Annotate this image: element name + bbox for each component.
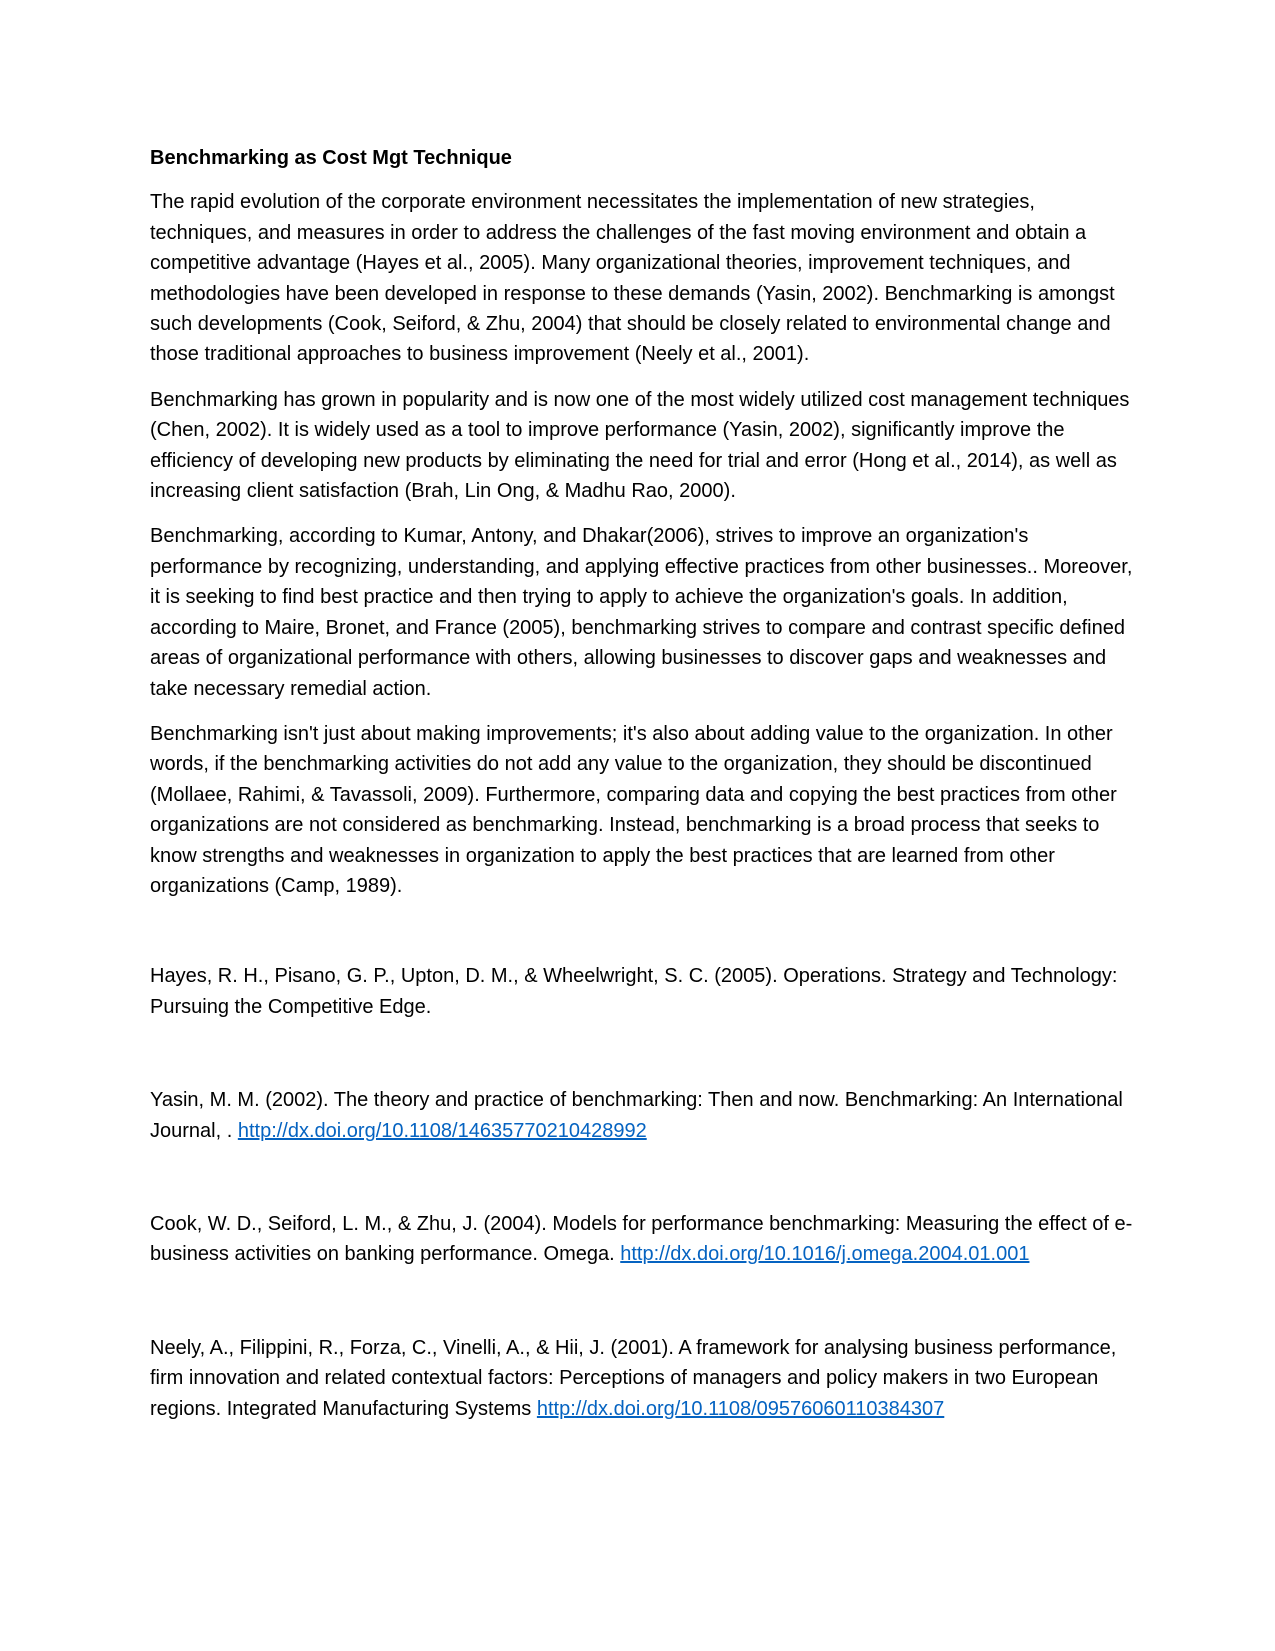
paragraph-1: The rapid evolution of the corporate environment necessitates the implementation of new strategies, techniques, and measures in order to address the challenges of the fast moving environment and obtain a competitive advantage (Hayes et al., 2005). Many organizational theories, improvement techniques, and methodologies have been developed in response to these demands (Yasin, 2002). Benchmarking is amongst such developments (Cook, Seiford, & Zhu, 2004) that should be closely related to environmental change and those traditional approaches to business improvement (Neely et al., 2001). bbox=[150, 191, 1115, 366]
document-title: Benchmarking as Cost Mgt Technique bbox=[150, 147, 512, 169]
reference-link-neely[interactable]: http://dx.doi.org/10.1108/09576060110384307 bbox=[536, 1397, 945, 1420]
reference-link-cook[interactable]: http://dx.doi.org/10.1016/j.omega.2004.01.001 bbox=[620, 1243, 1030, 1266]
reference-list bbox=[150, 961, 1135, 1424]
paragraph-2: Benchmarking has grown in popularity and is now one of the most widely utilized cost management techniques (Chen, 2002). It is widely used as a tool to improve performance (Yasin, 2002), significantly improve the efficiency of developing new products by eliminating the need for trial and error (Hong et al., 2014), as well as increasing client satisfaction (Brah, Lin Ong, & Madhu Rao, 2000). bbox=[150, 388, 1130, 503]
reference-text: Yasin, M. M. (2002). The theory and practice of benchmarking: Then and now. Benchmarking: An International Journal, . bbox=[150, 1089, 1123, 1142]
reference-text: Cook, W. D., Seiford, L. M., & Zhu, J. (2004). Models for performance benchmarking: Measuring the effect of e-business activities on banking performance. Omega. bbox=[150, 1212, 1133, 1266]
reference-text: Hayes, R. H., Pisano, G. P., Upton, D. M., & Wheelwright, S. C. (2005). Operations. Strategy and Technology: Pursuing the Competitive Edge. bbox=[150, 965, 1118, 1018]
reference-cook bbox=[150, 1209, 1135, 1270]
document-page bbox=[150, 143, 1135, 1487]
paragraph-4: Benchmarking isn't just about making improvements; it's also about adding value to the organization. In other words, if the benchmarking activities do not add any value to the organization, they should be discontinued (Mollaee, Rahimi, & Tavassoli, 2009). Furthermore, comparing data and copying the best practices from other organizations are not considered as benchmarking. Instead, benchmarking is a broad process that seeks to know strengths and weaknesses in organization to apply the best practices that are learned from other organizations (Camp, 1989). bbox=[150, 722, 1117, 897]
reference-yasin bbox=[150, 1085, 1135, 1146]
reference-neely bbox=[150, 1333, 1135, 1424]
reference-link-yasin[interactable]: http://dx.doi.org/10.1108/14635770210428992 bbox=[237, 1119, 647, 1142]
paragraph-3: Benchmarking, according to Kumar, Antony, and Dhakar(2006), strives to improve an organization's performance by recognizing, understanding, and applying effective practices from other businesses.. Moreover, it is seeking to find best practice and then trying to apply to achieve the organization's goals. In addition, according to Maire, Bronet, and France (2005), benchmarking strives to compare and contrast specific defined areas of organizational performance with others, allowing businesses to discover gaps and weaknesses and take necessary remedial action. bbox=[150, 525, 1133, 700]
reference-text: Neely, A., Filippini, R., Forza, C., Vinelli, A., & Hii, J. (2001). A framework for analysing business performance, firm innovation and related contextual factors: Perceptions of managers and policy makers in two European regions. Integrated Manufacturing Systems bbox=[150, 1336, 1117, 1420]
reference-hayes bbox=[150, 961, 1135, 1022]
